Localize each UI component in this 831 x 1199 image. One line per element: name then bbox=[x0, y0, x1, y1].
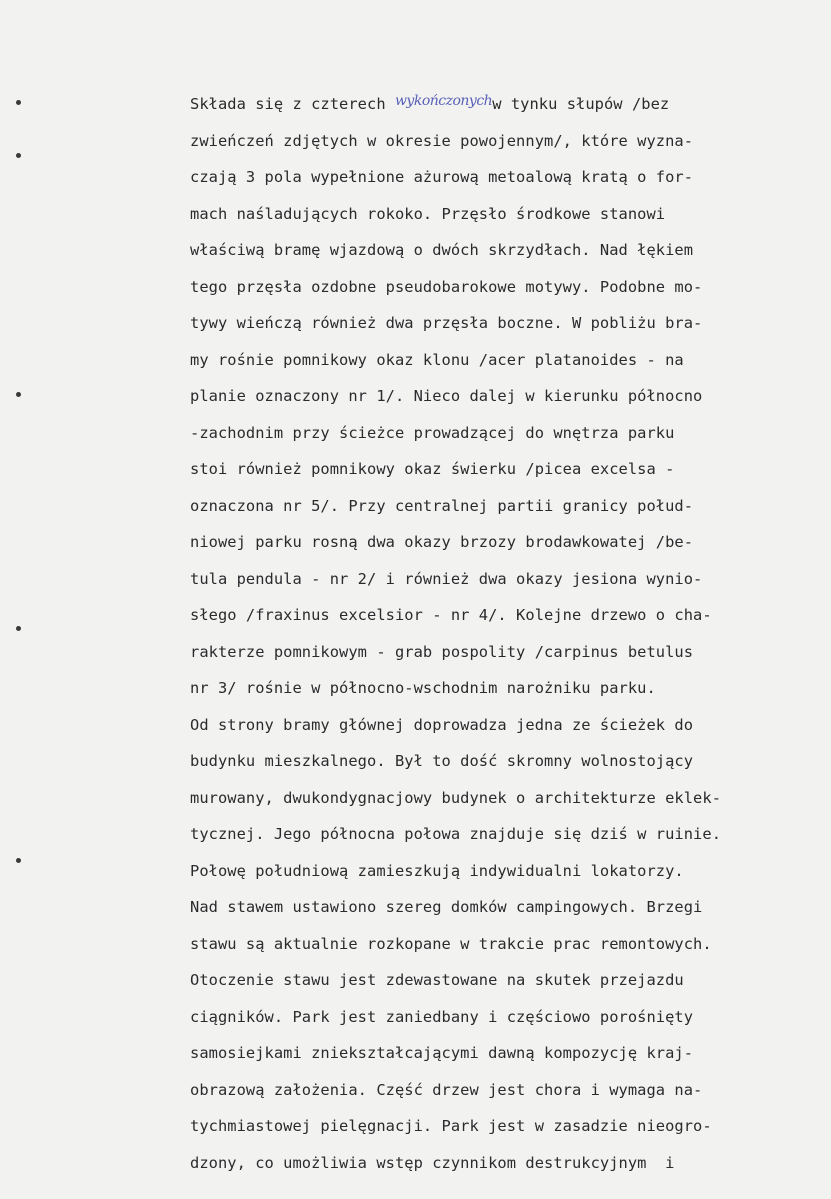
punch-hole-mark bbox=[16, 392, 21, 397]
text-line: nr 3/ rośnie w północno-wschodnim narożniku parku. bbox=[190, 679, 656, 697]
text-line: murowany, dwukondygnacjowy budynek o architekturze eklek- bbox=[190, 788, 722, 807]
text-line: tego przęsła ozdobne pseudobarokowe motywy. Podobne mo- bbox=[190, 277, 703, 296]
punch-hole-mark bbox=[16, 626, 21, 631]
text-line: Od strony bramy głównej doprowadza jedna ze ścieżek do bbox=[190, 715, 694, 734]
text-line: stawu są aktualnie rozkopane w trakcie prac remontowych. bbox=[190, 934, 712, 953]
text-line: słego /fraxinus excelsior - nr 4/. Kolejne drzewo o cha- bbox=[190, 606, 712, 624]
text-line: oznaczona nr 5/. Przy centralnej partii granicy połud- bbox=[190, 496, 694, 515]
text-line: niowej parku rosną dwa okazy brzozy brodawkowatej /be- bbox=[190, 533, 694, 551]
text-line: Nad stawem ustawiono szereg domków campingowych. Brzegi bbox=[190, 898, 703, 916]
text-line: Otoczenie stawu jest zdewastowane na skutek przejazdu bbox=[190, 971, 684, 989]
text-line: my rośnie pomnikowy okaz klonu /acer platanoides - na bbox=[190, 350, 684, 369]
handwritten-insertion: wykończonych bbox=[394, 93, 493, 109]
text-line: ciągników. Park jest zaniedbany i częściowo porośnięty bbox=[190, 1007, 694, 1026]
text-line: obrazową założenia. Część drzew jest chora i wymaga na- bbox=[190, 1080, 703, 1099]
text-line: dzony, co umożliwia wstęp czynnikom destrukcyjnym i bbox=[190, 1153, 675, 1172]
text-line: mach naśladujących rokoko. Przęsło środkowe stanowi bbox=[190, 204, 666, 223]
text-line: czają 3 pola wypełnione ażurową metoalową kratą o for- bbox=[190, 168, 694, 186]
punch-hole-mark bbox=[16, 100, 21, 105]
text-line: planie oznaczony nr 1/. Nieco dalej w kierunku północno bbox=[190, 387, 703, 405]
text-line: samosiejkami zniekształcającymi dawną kompozycję kraj- bbox=[190, 1044, 694, 1062]
text-line: rakterze pomnikowym - grab pospolity /carpinus betulus bbox=[190, 642, 694, 661]
text-line: tychmiastowej pielęgnacji. Park jest w zasadzie nieogro- bbox=[190, 1117, 712, 1135]
text-line: właściwą bramę wjazdową o dwóch skrzydłach. Nad łękiem bbox=[190, 241, 694, 259]
text-line: tycznej. Jego północna połowa znajduje się dziś w ruinie. bbox=[190, 825, 722, 843]
text-line: tywy wieńczą również dwa przęsła boczne. W pobliżu bra- bbox=[190, 314, 703, 332]
text-line bbox=[190, 86, 810, 123]
text-line: budynku mieszkalnego. Był to dość skromny wolnostojący bbox=[190, 752, 694, 770]
text-line: stoi również pomnikowy okaz świerku /picea excelsa - bbox=[190, 460, 675, 478]
line-1-text-before: Składa się z czterech bbox=[190, 95, 395, 113]
text-line: Połowę południową zamieszkują indywidualni lokatorzy. bbox=[190, 861, 684, 880]
line-1-text-after: w tynku słupów /bez bbox=[492, 95, 670, 113]
punch-hole-mark bbox=[16, 858, 21, 863]
text-line: zwieńczeń zdjętych w okresie powojennym/, które wyzna- bbox=[190, 131, 694, 150]
text-line: -zachodnim przy ścieżce prowadzącej do wnętrza parku bbox=[190, 423, 675, 442]
text-line: tula pendula - nr 2/ i również dwa okazy jesiona wynio- bbox=[190, 569, 703, 588]
punch-hole-mark bbox=[16, 153, 21, 158]
document-body bbox=[190, 86, 810, 1181]
